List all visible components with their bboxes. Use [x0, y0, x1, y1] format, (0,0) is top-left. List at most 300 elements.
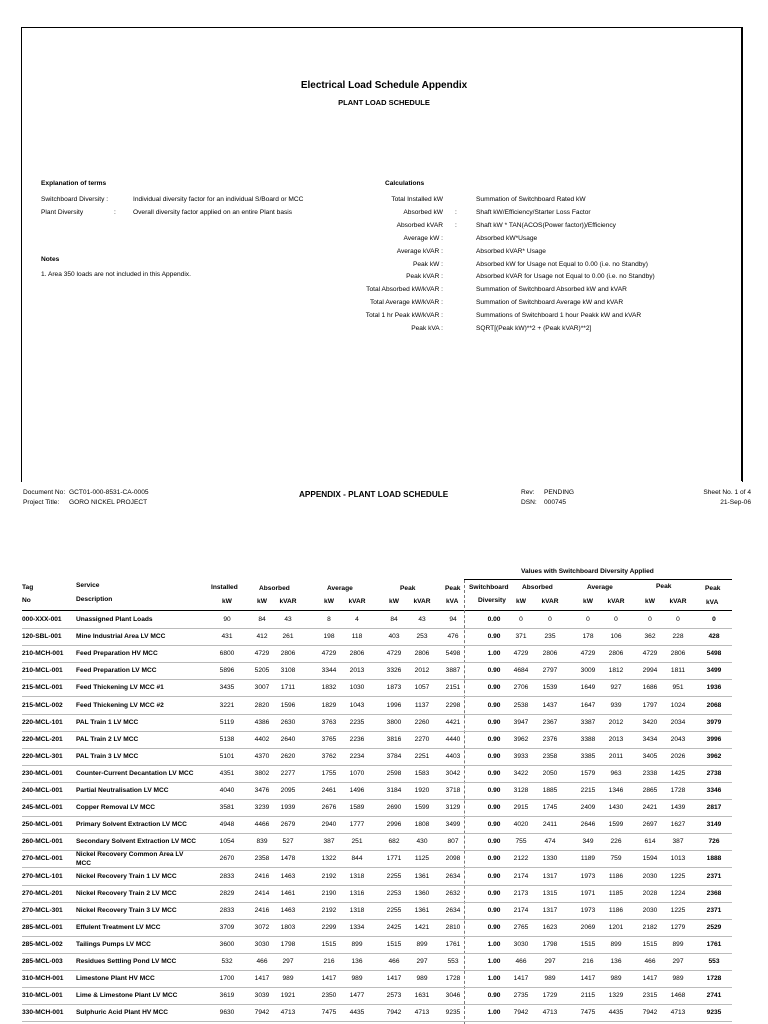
term-plant-def: Overall diversity factor applied on an entire Plant basis: [133, 209, 293, 216]
value-cell: 2030: [642, 907, 658, 914]
value-cell: 1829: [321, 702, 337, 709]
row-divider: [22, 765, 732, 766]
value-cell: 1920: [414, 787, 430, 794]
description-cell: Counter-Current Decantation LV MCC: [76, 770, 194, 777]
value-cell: 2173: [513, 890, 529, 897]
value-cell: 4: [355, 616, 359, 623]
tag-cell: 285-MCL-002: [22, 941, 63, 948]
value-cell: 1477: [349, 992, 365, 999]
header-description: Description: [76, 596, 113, 603]
description-cell: PAL Train 3 LV MCC: [76, 753, 139, 760]
value-cell: 1596: [280, 702, 296, 709]
value-cell: 0: [712, 616, 716, 623]
header-service: Service: [76, 582, 100, 589]
tag-cell: 120-SBL-001: [22, 633, 62, 640]
value-cell: 726: [708, 838, 720, 845]
value-cell: 136: [610, 958, 622, 965]
value-cell: 4440: [445, 736, 461, 743]
row-divider: [22, 970, 732, 971]
unit-header: kVAR: [279, 598, 297, 605]
value-cell: 1468: [670, 992, 686, 999]
diversity-cell: 0.90: [487, 804, 501, 811]
value-cell: 1070: [349, 770, 365, 777]
header-peak: Peak: [400, 585, 416, 592]
value-cell: 899: [672, 941, 684, 948]
value-cell: 3420: [642, 719, 658, 726]
sheet-number: Sheet No. 1 of 4: [703, 489, 751, 496]
value-cell: 474: [544, 838, 556, 845]
value-cell: 1515: [642, 941, 658, 948]
diversity-cell: 0.90: [487, 873, 501, 880]
description-cell: Effulent Treatment LV MCC: [76, 924, 161, 931]
header-installed-kw: kW: [222, 598, 232, 605]
value-cell: 1334: [349, 924, 365, 931]
value-cell: 0: [519, 616, 523, 623]
doc-no: GCT01-000-8531-CA-0005: [69, 489, 149, 496]
value-cell: 3962: [706, 753, 722, 760]
tag-cell: 220-MCL-201: [22, 736, 63, 743]
value-cell: 2371: [706, 907, 722, 914]
description-cell: Mine Industrial Area LV MCC: [76, 633, 166, 640]
value-cell: 2068: [706, 702, 722, 709]
value-cell: 939: [610, 702, 622, 709]
value-cell: 1361: [414, 873, 430, 880]
calc-definition: Summations of Switchboard 1 hour Peakk kW and kVAR: [476, 312, 642, 319]
value-cell: 1318: [349, 907, 365, 914]
value-cell: 899: [416, 941, 428, 948]
value-cell: 1224: [670, 890, 686, 897]
value-cell: 476: [447, 633, 459, 640]
value-cell: 4403: [445, 753, 461, 760]
value-cell: 1430: [608, 804, 624, 811]
diversity-cell: 0.90: [487, 684, 501, 691]
value-cell: 3765: [321, 736, 337, 743]
value-cell: 2409: [580, 804, 596, 811]
calc-definition: Absorbed kW for Usage not Equal to 0.00 (i.e. no Standby): [476, 261, 648, 268]
value-cell: 1030: [349, 684, 365, 691]
value-cell: 807: [447, 838, 459, 845]
appendix-title: Electrical Load Schedule Appendix: [300, 80, 468, 91]
value-cell: 362: [644, 633, 656, 640]
value-cell: 1996: [386, 702, 402, 709]
header-average: Average: [327, 585, 353, 592]
value-cell: 2915: [513, 804, 529, 811]
value-cell: 2069: [580, 924, 596, 931]
value-cell: 2034: [670, 719, 686, 726]
value-cell: 1417: [580, 975, 596, 982]
value-cell: 1599: [414, 804, 430, 811]
value-cell: 3800: [386, 719, 402, 726]
value-cell: 1761: [706, 941, 722, 948]
value-cell: 466: [644, 958, 656, 965]
row-divider: [22, 953, 732, 954]
value-cell: 5498: [706, 650, 722, 657]
diversity-cell: 1.00: [487, 958, 501, 965]
description-cell: Tailings Pumps LV MCC: [76, 941, 151, 948]
value-cell: 3887: [445, 667, 461, 674]
value-cell: 3030: [513, 941, 529, 948]
value-cell: 2050: [542, 770, 558, 777]
value-cell: 3344: [321, 667, 337, 674]
term-switchboard: Switchboard Diversity :: [41, 196, 109, 203]
description-cell: Nickel Recovery Common Area LV: [76, 851, 184, 858]
value-cell: 2940: [321, 821, 337, 828]
value-cell: 3499: [445, 821, 461, 828]
value-cell: 3385: [580, 753, 596, 760]
value-cell: 7942: [513, 1009, 529, 1016]
value-cell: 4040: [219, 787, 235, 794]
value-cell: 3072: [254, 924, 270, 931]
explanation-heading: Explanation of terms: [41, 180, 107, 187]
dsn-label: DSN:: [521, 499, 537, 506]
doc-no-label: Document No:: [23, 489, 66, 496]
value-cell: 1315: [542, 890, 558, 897]
value-cell: 1186: [608, 873, 624, 880]
value-cell: 6800: [219, 650, 235, 657]
calc-label: Absorbed kVAR: [396, 222, 443, 229]
diversity-cell: 1.00: [487, 975, 501, 982]
value-cell: 2833: [219, 907, 235, 914]
sheet-date: 21-Sep-06: [720, 499, 751, 506]
term-plant-sep: :: [114, 209, 116, 216]
value-cell: 3007: [254, 684, 270, 691]
value-cell: 253: [416, 633, 428, 640]
diversity-cell: 0.90: [487, 855, 501, 862]
value-cell: 989: [282, 975, 294, 982]
value-cell: 2411: [542, 821, 558, 828]
group-header-rule: [464, 579, 732, 580]
diversity-cell: 0.90: [487, 907, 501, 914]
value-cell: 4729: [513, 650, 529, 657]
value-cell: 5138: [219, 736, 235, 743]
value-cell: 1279: [670, 924, 686, 931]
value-cell: 1186: [608, 907, 624, 914]
value-cell: 2182: [642, 924, 658, 931]
value-cell: 682: [388, 838, 400, 845]
value-cell: 2098: [445, 855, 461, 862]
value-cell: 4466: [254, 821, 270, 828]
value-cell: 3962: [513, 736, 529, 743]
value-cell: 136: [351, 958, 363, 965]
value-cell: 527: [282, 838, 294, 845]
description-cell: Feed Preparation LV MCC: [76, 667, 157, 674]
value-cell: 7942: [386, 1009, 402, 1016]
value-cell: 1832: [321, 684, 337, 691]
value-cell: 1971: [580, 890, 596, 897]
value-cell: 430: [416, 838, 428, 845]
value-cell: 1755: [321, 770, 337, 777]
header-d-kva: kVA: [706, 599, 719, 606]
header-peak-kva: Peak: [445, 585, 461, 592]
footer-center-title: APPENDIX - PLANT LOAD SCHEDULE: [299, 490, 449, 499]
value-cell: 4684: [513, 667, 529, 674]
value-cell: 3762: [321, 753, 337, 760]
value-cell: 1318: [349, 873, 365, 880]
value-cell: 1463: [280, 873, 296, 880]
diversity-cell: 0.90: [487, 702, 501, 709]
value-cell: 3009: [580, 667, 596, 674]
value-cell: 3184: [386, 787, 402, 794]
value-cell: 412: [256, 633, 268, 640]
value-cell: 2690: [386, 804, 402, 811]
value-cell: 9235: [445, 1009, 461, 1016]
value-cell: 614: [644, 838, 656, 845]
value-cell: 1515: [580, 941, 596, 948]
value-cell: 9235: [706, 1009, 722, 1016]
value-cell: 2414: [254, 890, 270, 897]
value-cell: 4351: [219, 770, 235, 777]
row-divider: [22, 919, 732, 920]
value-cell: 951: [672, 684, 684, 691]
value-cell: 2679: [280, 821, 296, 828]
value-cell: 3996: [706, 736, 722, 743]
calc-label: Total Installed kW: [391, 196, 443, 203]
unit-header: kVAR: [607, 598, 625, 605]
value-cell: 2299: [321, 924, 337, 931]
diversity-cell: 0.00: [487, 616, 501, 623]
tag-cell: 270-MCL-101: [22, 873, 63, 880]
value-cell: 1797: [642, 702, 658, 709]
term-plant: Plant Diversity: [41, 209, 84, 216]
value-cell: 2368: [706, 890, 722, 897]
value-cell: 2806: [414, 650, 430, 657]
diversity-cell: 1.00: [487, 1009, 501, 1016]
value-cell: 118: [351, 633, 363, 640]
value-cell: 1461: [280, 890, 296, 897]
value-cell: 0: [548, 616, 552, 623]
rev-value: PENDING: [544, 489, 575, 496]
value-cell: 1361: [414, 907, 430, 914]
tag-cell: 270-MCL-201: [22, 890, 63, 897]
tag-cell: 210-MCH-001: [22, 650, 64, 657]
value-cell: 2043: [670, 736, 686, 743]
value-cell: 1439: [670, 804, 686, 811]
value-cell: 3933: [513, 753, 529, 760]
value-cell: 3326: [386, 667, 402, 674]
value-cell: 1798: [280, 941, 296, 948]
value-cell: 297: [416, 958, 428, 965]
value-cell: 2013: [349, 667, 365, 674]
value-cell: 3802: [254, 770, 270, 777]
value-cell: 3816: [386, 736, 402, 743]
value-cell: 1700: [219, 975, 235, 982]
tag-cell: 310-MCH-001: [22, 975, 64, 982]
row-divider: [22, 1021, 732, 1022]
value-cell: 2573: [386, 992, 402, 999]
value-cell: 2806: [349, 650, 365, 657]
calc-definition: Absorbed kW*Usage: [476, 235, 538, 242]
value-cell: 1873: [386, 684, 402, 691]
value-cell: 4729: [580, 650, 596, 657]
value-cell: 1939: [280, 804, 296, 811]
diversity-cell: 0.90: [487, 821, 501, 828]
calc-definition: SQRT[(Peak kW)**2 + (Peak kVAR)**2]: [476, 325, 592, 332]
value-cell: 1189: [580, 855, 596, 862]
value-cell: 387: [323, 838, 335, 845]
calc-label: Total Absorbed kW/kVAR :: [366, 286, 443, 293]
value-cell: 1729: [542, 992, 558, 999]
header-kva: kVA: [446, 598, 459, 605]
header-d-peak: Peak: [656, 583, 672, 590]
value-cell: 1463: [280, 907, 296, 914]
value-cell: 3346: [706, 787, 722, 794]
description-cell: Feed Preparation HV MCC: [76, 650, 158, 657]
rev-label: Rev:: [521, 489, 535, 496]
value-cell: 2190: [321, 890, 337, 897]
value-cell: 1417: [386, 975, 402, 982]
value-cell: 1417: [254, 975, 270, 982]
calc-label: Total Average kW/kVAR :: [369, 299, 443, 306]
value-cell: 2270: [414, 736, 430, 743]
value-cell: 3046: [445, 992, 461, 999]
value-cell: 2738: [706, 770, 722, 777]
header-diversity: Diversity: [478, 597, 506, 604]
tag-cell: 310-MCL-001: [22, 992, 63, 999]
value-cell: 3128: [513, 787, 529, 794]
value-cell: 759: [610, 855, 622, 862]
value-cell: 2632: [445, 890, 461, 897]
value-cell: 5896: [219, 667, 235, 674]
tag-cell: 215-MCL-001: [22, 684, 63, 691]
value-cell: 2371: [706, 873, 722, 880]
value-cell: 228: [672, 633, 684, 640]
value-cell: 1594: [642, 855, 658, 862]
value-cell: 2253: [386, 890, 402, 897]
value-cell: 1936: [706, 684, 722, 691]
diversity-cell: 1.00: [487, 650, 501, 657]
value-cell: 963: [610, 770, 622, 777]
value-cell: 1057: [414, 684, 430, 691]
header-tag-no: No: [22, 597, 31, 604]
value-cell: 3763: [321, 719, 337, 726]
value-cell: 466: [256, 958, 268, 965]
tag-cell: 285-MCL-003: [22, 958, 63, 965]
header-switchboard: Switchboard: [469, 584, 509, 591]
description-cell: Copper Removal LV MCC: [76, 804, 156, 811]
diversity-cell: 0.90: [487, 719, 501, 726]
value-cell: 3499: [706, 667, 722, 674]
value-cell: 989: [610, 975, 622, 982]
calc-definition: Shaft kW * TAN(ACOS(Power factor))/Efficiency: [476, 222, 616, 229]
value-cell: 4713: [414, 1009, 430, 1016]
value-cell: 1711: [280, 684, 296, 691]
tag-cell: 270-MCL-001: [22, 855, 63, 862]
value-cell: 1579: [580, 770, 596, 777]
value-cell: 216: [582, 958, 594, 965]
value-cell: 235: [544, 633, 556, 640]
value-cell: 2192: [321, 907, 337, 914]
description-cell: Lime & Limestone Plant LV MCC: [76, 992, 178, 999]
value-cell: 2095: [280, 787, 296, 794]
value-cell: 2640: [280, 736, 296, 743]
description-cell: Primary Solvent Extraction LV MCC: [76, 821, 187, 828]
value-cell: 2358: [542, 753, 558, 760]
header-installed: Installed: [211, 584, 238, 591]
value-cell: 1421: [414, 924, 430, 931]
value-cell: 2706: [513, 684, 529, 691]
value-cell: 1330: [542, 855, 558, 862]
value-cell: 3039: [254, 992, 270, 999]
value-cell: 4713: [542, 1009, 558, 1016]
unit-header: kVAR: [541, 598, 559, 605]
value-cell: 428: [708, 633, 720, 640]
value-cell: 1417: [321, 975, 337, 982]
tag-cell: 250-MCL-001: [22, 821, 63, 828]
value-cell: 3718: [445, 787, 461, 794]
value-cell: 1317: [542, 907, 558, 914]
value-cell: 2646: [580, 821, 596, 828]
value-cell: 899: [610, 941, 622, 948]
value-cell: 2012: [414, 667, 430, 674]
value-cell: 2026: [670, 753, 686, 760]
value-cell: 5205: [254, 667, 270, 674]
value-cell: 1921: [280, 992, 296, 999]
value-cell: 4729: [642, 650, 658, 657]
unit-header: kW: [389, 598, 399, 605]
diversity-cell: 0.90: [487, 753, 501, 760]
value-cell: 3434: [642, 736, 658, 743]
value-cell: 1745: [542, 804, 558, 811]
value-cell: 2735: [513, 992, 529, 999]
row-divider: [22, 679, 732, 680]
value-cell: 3709: [219, 924, 235, 931]
value-cell: 3619: [219, 992, 235, 999]
diversity-cell: 0.90: [487, 770, 501, 777]
value-cell: 84: [258, 616, 266, 623]
value-cell: 1417: [642, 975, 658, 982]
project-title: GORO NICKEL PROJECT: [69, 499, 148, 506]
notes-heading: Notes: [41, 256, 60, 263]
value-cell: 43: [418, 616, 426, 623]
header-bottom-rule: [22, 610, 732, 611]
diversity-cell: 0.90: [487, 736, 501, 743]
value-cell: 297: [282, 958, 294, 965]
value-cell: 2697: [642, 821, 658, 828]
value-cell: 2030: [642, 873, 658, 880]
unit-header: kW: [645, 598, 655, 605]
description-cell: Sulphuric Acid Plant HV MCC: [76, 1009, 169, 1016]
value-cell: 1013: [670, 855, 686, 862]
value-cell: 1973: [580, 873, 596, 880]
header-tag: Tag: [22, 584, 34, 591]
value-cell: 43: [284, 616, 292, 623]
unit-header: kVAR: [413, 598, 431, 605]
value-cell: 2255: [386, 873, 402, 880]
value-cell: 1317: [542, 873, 558, 880]
value-cell: 106: [610, 633, 622, 640]
value-cell: 2013: [608, 736, 624, 743]
row-divider: [22, 885, 732, 886]
unit-header: kW: [583, 598, 593, 605]
value-cell: 2670: [219, 855, 235, 862]
value-cell: 1043: [349, 702, 365, 709]
calc-definition: Shaft kW/Efficiency/Starter Loss Factor: [476, 209, 591, 216]
tag-cell: 215-MCL-002: [22, 702, 63, 709]
value-cell: 2598: [386, 770, 402, 777]
row-divider: [22, 833, 732, 834]
value-cell: 2806: [542, 650, 558, 657]
diversity-group-header: Values with Switchboard Diversity Applied: [521, 568, 654, 575]
unit-header: kVAR: [348, 598, 366, 605]
value-cell: 3581: [219, 804, 235, 811]
row-divider: [22, 782, 732, 783]
tag-cell: 220-MCL-101: [22, 719, 63, 726]
value-cell: 251: [351, 838, 363, 845]
value-cell: 1496: [349, 787, 365, 794]
value-cell: 3129: [445, 804, 461, 811]
value-cell: 2192: [321, 873, 337, 880]
value-cell: 2255: [386, 907, 402, 914]
